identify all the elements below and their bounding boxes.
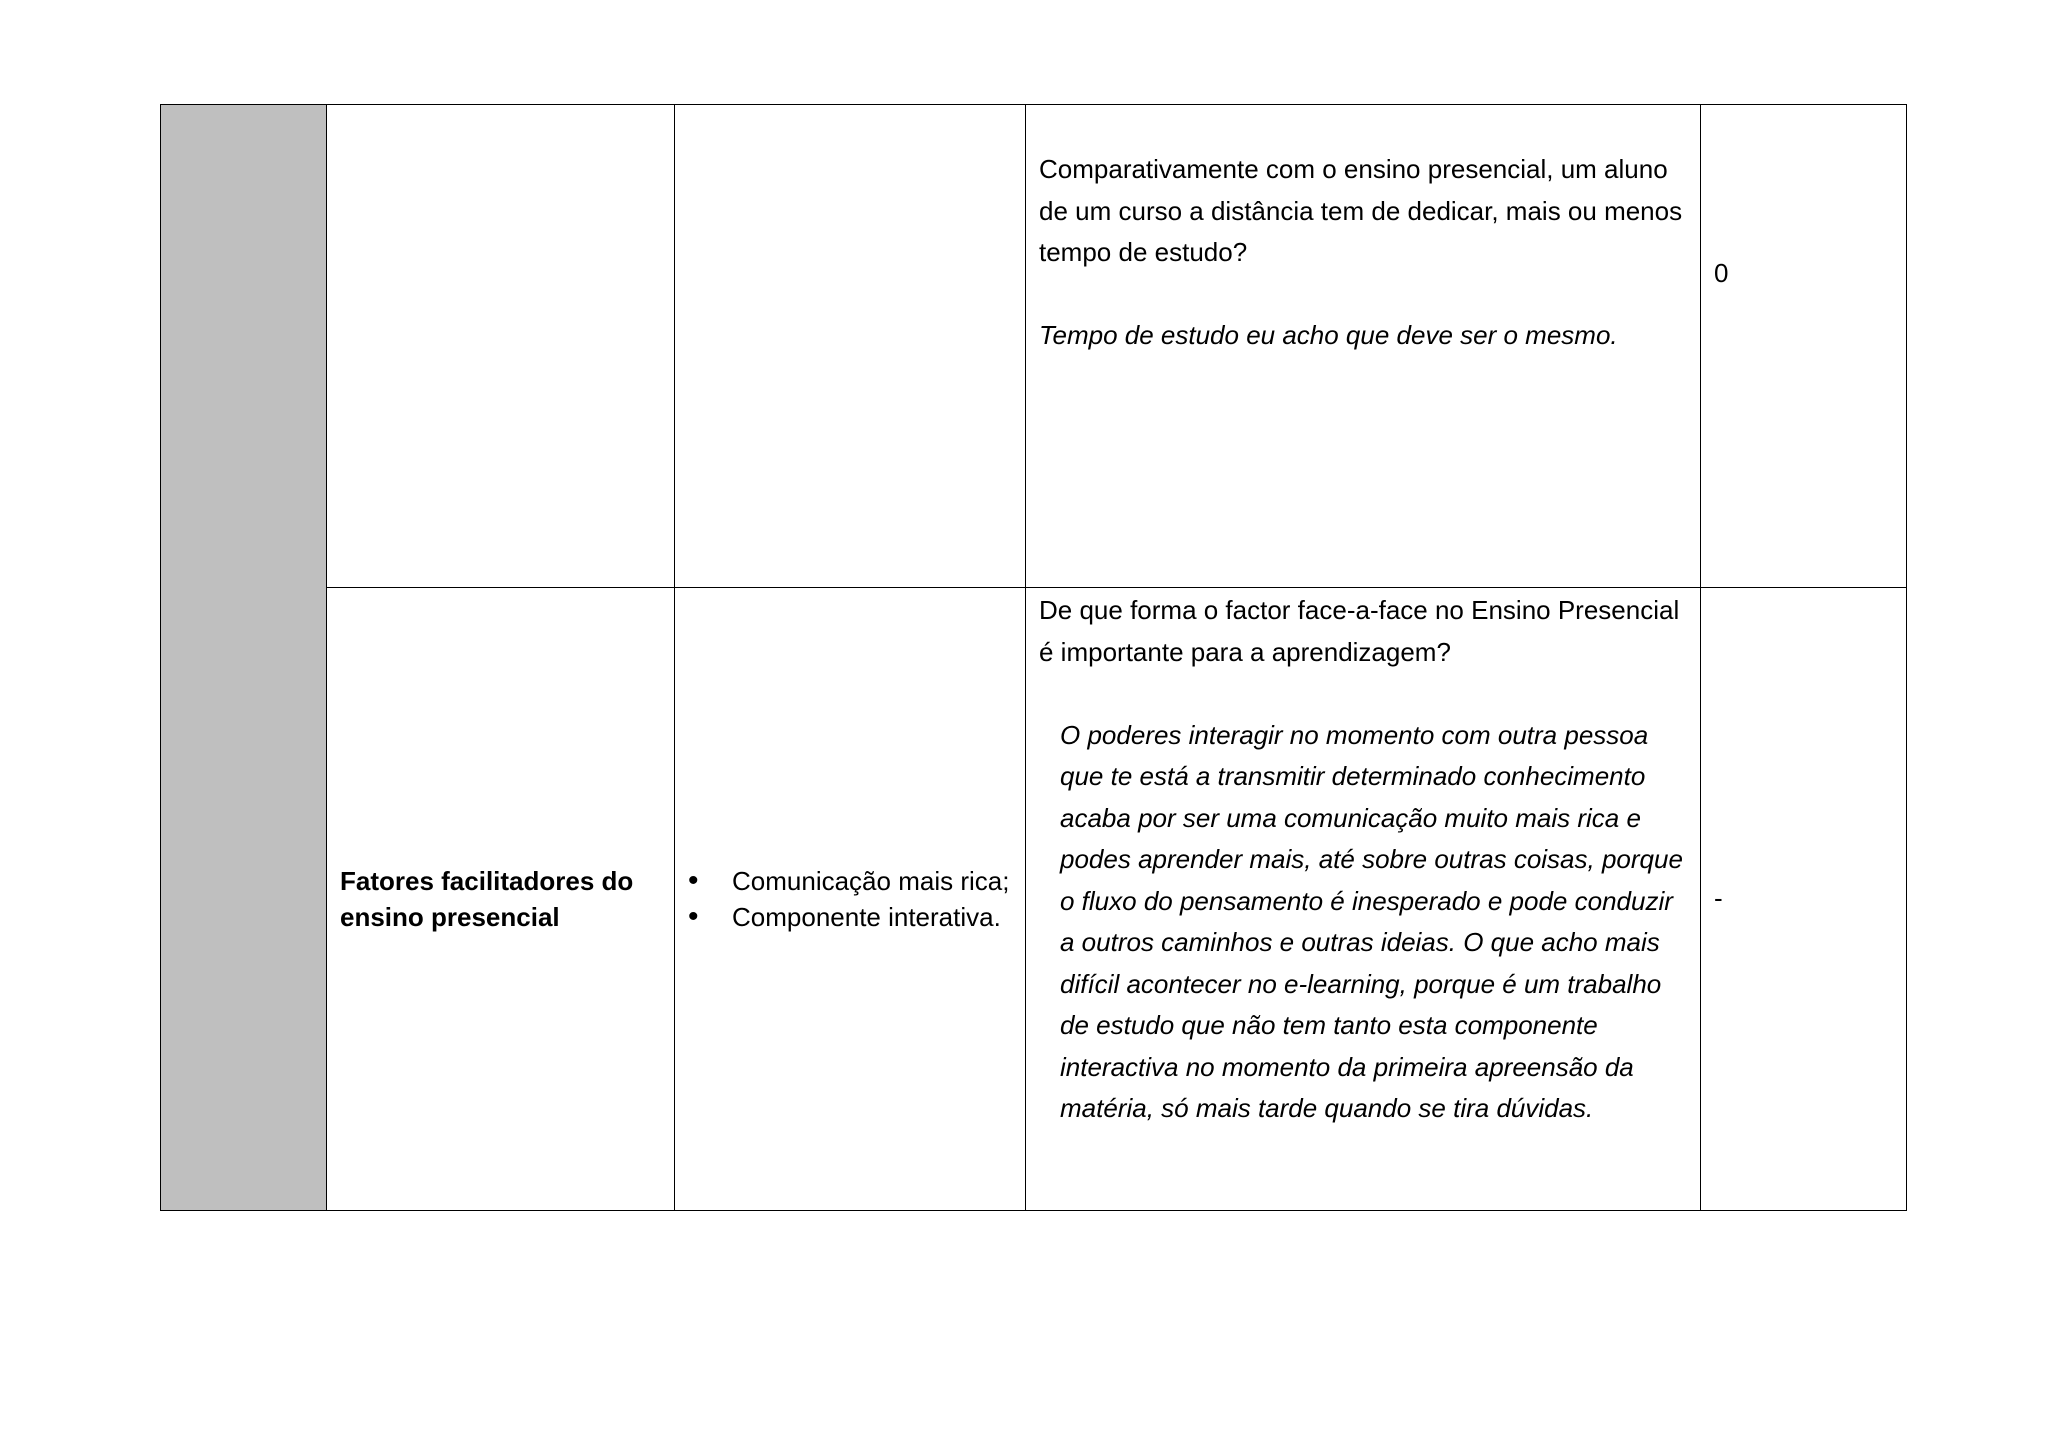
count-value: 0	[1714, 258, 1729, 288]
category-label: Fatores facilitadores do ensino presencial	[340, 866, 634, 932]
answer-text: O poderes interagir no momento com outra pessoa que te está a transmitir determinado conhecimento acaba por ser uma comunicação muito mais rica e podes aprender mais, até sobre outras coisas, porque o fluxo do pensamento é inesperado e pode conduzir a outros caminhos e outras ideias. O que acho mais difícil acontecer no e-learning, porque é um trabalho de estudo que não tem tanto esta componente interactiva no momento da primeira apreensão da matéria, só mais tarde quando se tira dúvidas.	[1060, 719, 1683, 1123]
question-text: De que forma o factor face-a-face no Ensino Presencial é importante para a aprendizagem?	[1039, 595, 1680, 667]
subcategory-cell	[675, 588, 1026, 1211]
answer-text: Tempo de estudo eu acho que deve ser o mesmo.	[1039, 320, 1618, 350]
subcategory-list	[688, 863, 1015, 935]
question-cell	[1026, 588, 1701, 1211]
count-cell	[1701, 105, 1907, 588]
question-cell	[1026, 105, 1701, 588]
count-value: -	[1714, 883, 1723, 914]
subcategory-cell	[675, 105, 1026, 588]
category-cell	[327, 588, 675, 1211]
table-row	[161, 588, 1907, 1211]
count-cell	[1701, 588, 1907, 1211]
question-text: Comparativamente com o ensino presencial, um aluno de um curso a distância tem de dedicar, mais ou menos tempo de estudo?	[1039, 154, 1683, 267]
table-row	[161, 105, 1907, 588]
analysis-table	[160, 104, 1907, 1211]
category-cell	[327, 105, 675, 588]
list-item: • Componente interativa.	[688, 899, 1015, 935]
list-item: • Comunicação mais rica;	[688, 863, 1015, 899]
grey-section-cell	[161, 105, 327, 1211]
